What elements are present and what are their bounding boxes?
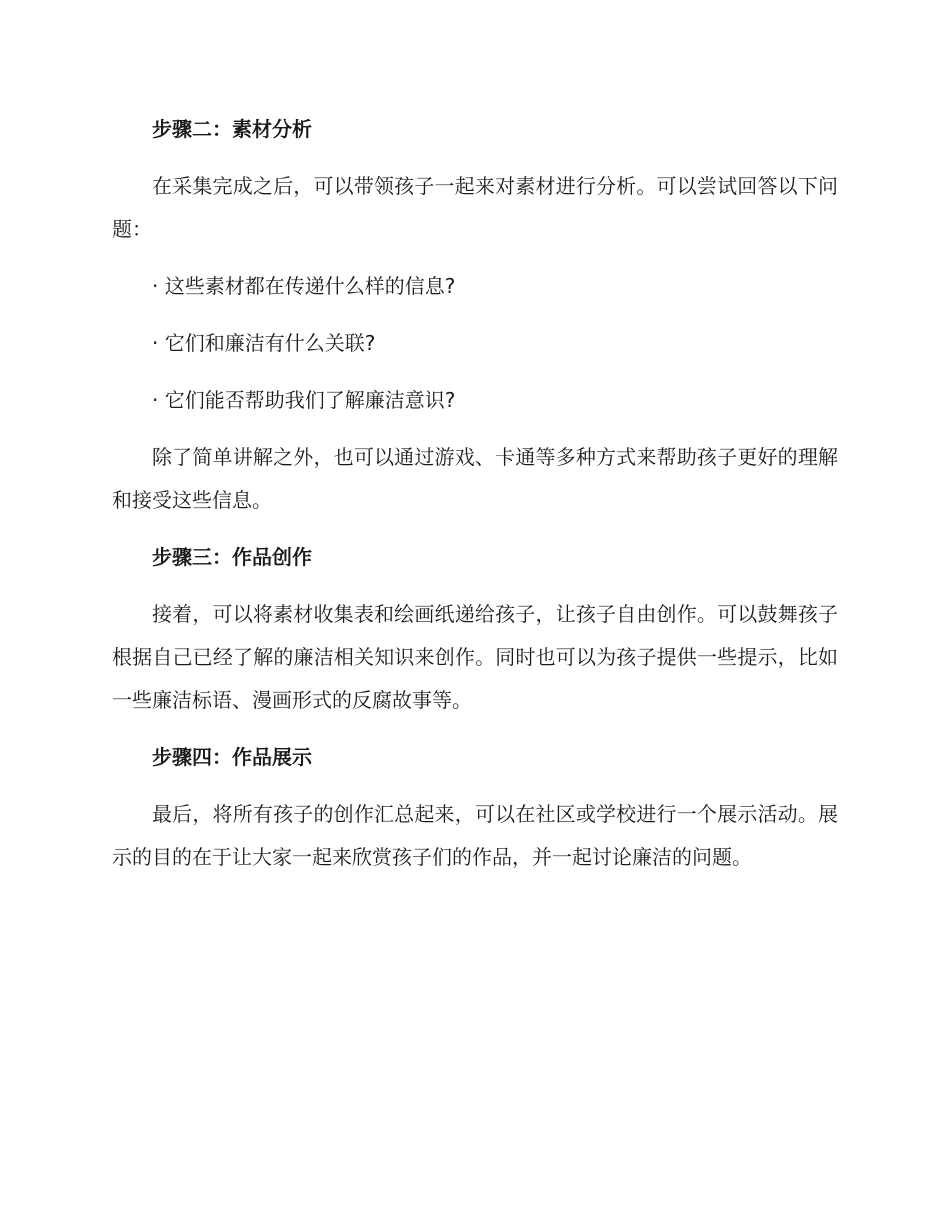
paragraph-creation: 接着，可以将素材收集表和绘画纸递给孩子，让孩子自由创作。可以鼓舞孩子根据自己已经了解的廉洁相关知识来创作。同时也可以为孩子提供一些提示，比如一些廉洁标语、漫画形式的反腐故事等。 [112,602,838,712]
paragraph-analysis-intro: 在采集完成之后，可以带领孩子一起来对素材进行分析。可以尝试回答以下问题： [112,174,838,241]
paragraph-exhibition: 最后，将所有孩子的创作汇总起来，可以在社区或学校进行一个展示活动。展示的目的在于让大家一起来欣赏孩子们的作品，并一起讨论廉洁的问题。 [112,802,838,869]
section-heading-step4: 步骤四：作品展示 [152,745,312,769]
bullet-item-1: · 这些素材都在传递什么样的信息? [152,274,456,298]
paragraph-analysis-extra: 除了简单讲解之外，也可以通过游戏、卡通等多种方式来帮助孩子更好的理解和接受这些信息。 [112,445,838,512]
bullet-item-3: · 它们能否帮助我们了解廉洁意识? [152,388,456,412]
section-heading-step2: 步骤二：素材分析 [152,117,312,141]
section-heading-step3: 步骤三：作品创作 [152,545,312,569]
bullet-item-2: · 它们和廉洁有什么关联? [152,331,376,355]
